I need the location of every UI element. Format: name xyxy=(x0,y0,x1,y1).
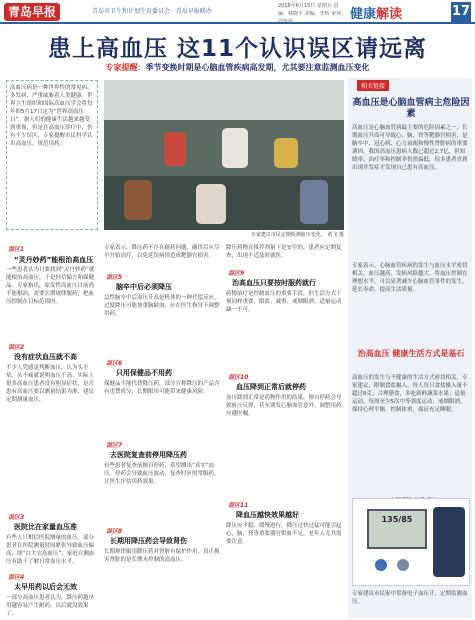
monitor-button xyxy=(397,559,409,571)
myth-text: 长期规律服用降压药对肾脏有保护作用，真正损害肾脏的是长期未控制的高血压。 xyxy=(104,549,220,563)
masthead xyxy=(0,0,475,24)
myth-title: 只用保健品不用药 xyxy=(116,369,172,377)
myth-number: 误区4 xyxy=(8,574,25,581)
myth-text: 保健品不能代替降压药，部分宣称降压的产品含有违禁成分，长期服用可能带来健康风险。 xyxy=(104,381,220,395)
myth-text: 有些人只相信医院测量的血压。部分患者在医院测量时因紧张导致血压偏高，即“白大衣高血压”。家庭自测血压有助于了解日常血压水平。 xyxy=(6,535,95,565)
myth-text: 有些患者复查前擅自停药，希望测出“真实”血压。停药会导致血压波动，复查时应照常服药，让医生评估用药效果。 xyxy=(104,463,220,485)
myth-title: 去医院复查前停用降压药 xyxy=(110,451,187,459)
monitor-screen: 135/85 xyxy=(367,509,427,549)
subheadline-label: 专家提醒： xyxy=(105,63,146,72)
section-name: 健康 xyxy=(350,7,377,22)
myth-text: 一部分高血压患者认为，降压药越早用越容易产生耐药，以后就没效果了。 xyxy=(6,595,95,617)
myth-label xyxy=(106,440,124,449)
paper-line: 青岛市卫生和计划生育委员会 · 青岛早报联办 xyxy=(92,8,212,15)
myth-text: 一些患者认为只要找到“灵丹妙药”就能根治高血压，于是轻信偏方和保健品。专家指出，原发性高血压目前尚不能根治，需要长期规律服药，把血压控制在目标范围内。 xyxy=(6,267,95,305)
myth-title: “灵丹妙药”能根治高血压 xyxy=(14,256,94,264)
myth-label xyxy=(106,526,124,535)
myth-label xyxy=(228,372,250,381)
sidebar-paragraph-2: 专家表示，心脑血管疾病的发生与血压水平密切相关，血压越高，发病风险越大。将血压控制在理想水平，可以显著减少心脑血管事件的发生，延长寿命，提高生活质量。 xyxy=(352,263,468,293)
myth-label xyxy=(8,244,26,253)
blood-pressure-monitor-photo xyxy=(352,498,470,586)
sidebar-caption: 专家建议市民家中常备电子血压计，定期监测血压。 xyxy=(352,591,468,605)
myth-number: 误区1 xyxy=(8,246,25,253)
photo-figure xyxy=(164,132,186,166)
myth-number: 误区10 xyxy=(228,374,249,381)
news-photo xyxy=(104,80,344,230)
subheadline-text: 季节变换时期是心脑血管疾病高发期，尤其要注意监测血压变化 xyxy=(145,63,370,72)
myth-number: 误区3 xyxy=(8,514,25,521)
section-tag xyxy=(350,3,402,22)
myth-text: 降压应平稳、缓慢进行，降压过快过猛可能引起心、脑、肾等重要器官供血不足，老年人尤其需要注意。 xyxy=(226,523,342,545)
myth-label xyxy=(8,572,26,581)
monitor-button xyxy=(375,559,387,571)
myth-number: 误区6 xyxy=(106,360,123,367)
myth-text: 不少人凭感觉判断血压，认为头不晕、头不痛就说明血压不高。实际上很多高血压患者没有明显症状，是否患有高血压要以测量结果为准，建议定期测量血压。 xyxy=(6,365,95,403)
myth-title: 降血压越快效果越好 xyxy=(236,511,299,519)
monitor-cuff xyxy=(433,507,465,577)
myth-number: 误区2 xyxy=(8,344,25,351)
headline: 患上高血压 这11个认识误区请远离 xyxy=(47,36,427,62)
photo-figure xyxy=(274,138,298,168)
myth-number: 误区5 xyxy=(106,274,123,281)
sidebar-paragraph-1: 高血压是心脑血管病最主要的危险因素之一，长期血压升高可导致心、脑、肾等靶器官损害，是脑卒中、冠心病、心力衰竭和慢性肾脏病的重要诱因。我国高血压患病人数已超过2.7亿，但知晓率、治疗率和控制率仍然偏低，很多患者直到出现并发症才发现自己患有高血压。 xyxy=(352,125,468,171)
myth-label xyxy=(106,358,124,367)
myth-text: 药物治疗是控制血压的重要手段，但生活方式干预同样重要，限盐、减重、戒烟限酒、适量运动缺一不可。 xyxy=(226,291,342,313)
subheadline xyxy=(0,62,475,73)
myth-label xyxy=(8,342,26,351)
myth-title: 治高血压只要按时服药就行 xyxy=(232,279,316,287)
photo-figure xyxy=(222,128,248,168)
myth-label xyxy=(8,512,26,521)
lead-paragraph: 高血压病是一种世界性的常见病、多发病，严重威胁着人类健康。世界卫生组织和国际高血压学会将每年的5月17日定为“世界高血压日”。据人们的健康生活越来越受到重视，但是在高血压诊疗中，仍有不少误区，专家提醒市民科学认识高血压，规范用药。 xyxy=(6,80,98,230)
myth-number: 误区7 xyxy=(106,442,123,449)
myth-text: 急性脑卒中后血压升高是机体的一种代偿反应，过度降压可能加重脑缺血，应在医生指导下调整用药。 xyxy=(104,295,220,317)
section-name-accent: 解读 xyxy=(376,7,403,22)
related-link-tag: 相关链接 xyxy=(357,80,389,91)
myth-number: 误区11 xyxy=(228,502,249,509)
myth-text: 血压降到正常是药物作用的结果，擅自停药会导致血压反弹，甚至诱发心脑血管意外。调整用药应遵医嘱。 xyxy=(226,395,342,417)
myth-text: 降压药物在推荐剂量下是安全的，患者应定期复查，出现不适及时就医。 xyxy=(226,245,342,259)
myth-title: 血压降到正常后就停药 xyxy=(236,383,306,391)
sidebar-paragraph-3: 高血压的发生与不健康的生活方式密切相关。专家建议，限制食盐摄入，每人每日食盐摄入量不超过6克；合理膳食，多吃新鲜蔬菜水果；适量运动，每周至少5次中等强度运动；戒烟限酒，保持心理平衡，控制体重，保证充足睡眠。 xyxy=(352,375,468,413)
myth-title: 长期用降压药会导致肾伤 xyxy=(110,537,187,545)
sidebar-heading-2: 治高血压 健康生活方式是基石 xyxy=(357,349,465,358)
myth-text: 专家表示，降压药不存在耐药问题，确诊后应尽早开始治疗，以免延误病情造成靶器官损害。 xyxy=(104,245,220,259)
sidebar-heading-1: 高血压是心脑血管病主危险因素 xyxy=(352,98,470,119)
myth-title: 太早用药以后会无效 xyxy=(14,583,77,591)
dateline: 2018年6月15日 星期五 责编：韩晓平 美编：李辉 审读：周悦珍 xyxy=(278,3,347,25)
photo-caption: 专家建议市民定期检测血压变化。 黄飞 摄 xyxy=(250,232,344,238)
page-number: 17 xyxy=(451,2,471,22)
photo-figure xyxy=(300,180,328,224)
myth-label xyxy=(106,272,124,281)
myth-label xyxy=(228,268,246,277)
myth-number: 误区9 xyxy=(228,270,245,277)
photo-figure xyxy=(124,180,152,220)
newspaper-logo: 青岛早报 xyxy=(4,3,60,21)
myth-title: 没有症状血压就不高 xyxy=(14,353,77,361)
myth-title: 脑卒中后必须降压 xyxy=(116,283,172,291)
myth-label xyxy=(228,500,250,509)
photo-figure xyxy=(196,184,226,224)
myth-number: 误区8 xyxy=(106,528,123,535)
myth-title: 医院比在家量血压准 xyxy=(14,523,77,531)
